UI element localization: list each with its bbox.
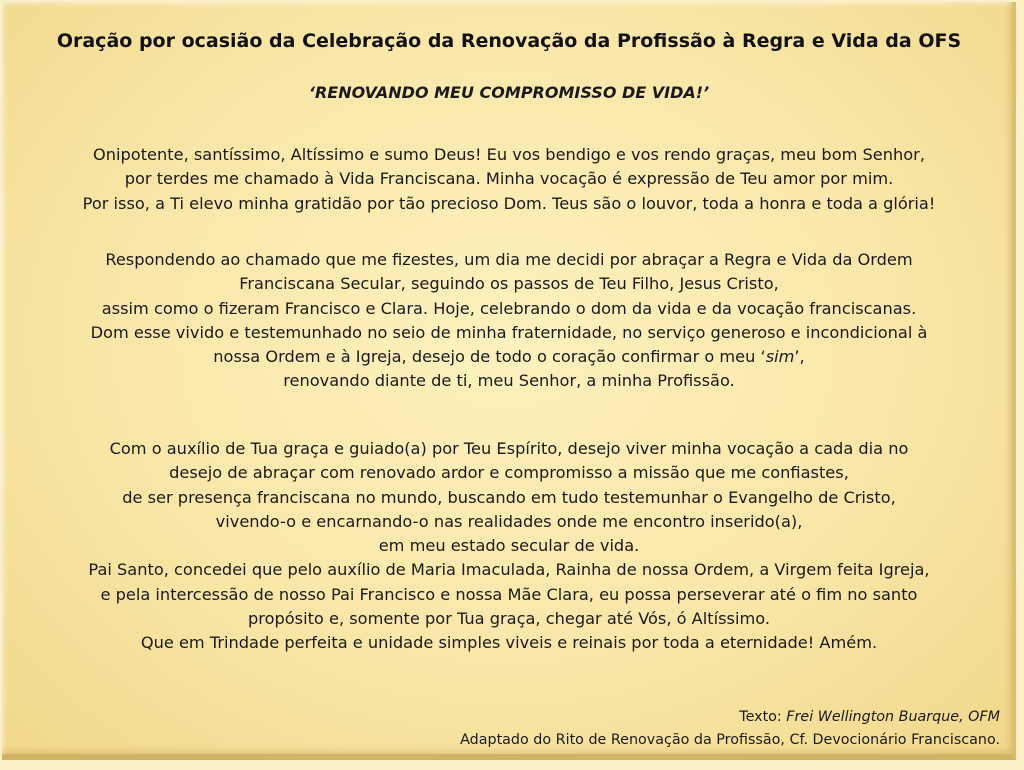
paragraph-line: desejo de abraçar com renovado ardor e compromisso a missão que me confiastes, xyxy=(169,463,849,483)
paragraph-1 xyxy=(2,143,1016,216)
paragraph-3 xyxy=(2,437,1016,656)
paragraph-line: assim como o fizeram Francisco e Clara. Hoje, celebrando o dom da vida e da vocação franciscanas. xyxy=(101,298,917,318)
adaptation-credit: Adaptado do Rito de Renovação da Profissão, Cf. Devocionário Franciscano. xyxy=(460,732,1000,748)
paragraph-line: Respondendo ao chamado que me fizestes, um dia me decidi por abraçar a Regra e Vida da Ordem xyxy=(105,250,913,269)
paragraph-line: Franciscana Secular, seguindo os passos de Teu Filho, Jesus Cristo, xyxy=(239,274,779,294)
paragraph-line: renovando diante de ti, meu Senhor, a minha Profissão. xyxy=(283,371,735,391)
page-title: Oração por ocasião da Celebração da Renovação da Profissão à Regra e Vida da OFS xyxy=(56,30,962,52)
paragraph-line-sim xyxy=(2,345,1016,369)
sim-line-prefix: nossa Ordem e à Igreja, desejo de todo o coração confirmar o meu ‘ xyxy=(213,347,766,367)
paragraph-line: em meu estado secular de vida. xyxy=(378,536,640,556)
paragraph-line: Por isso, a Ti elevo minha gratidão por tão precioso Dom. Teus são o louvor, toda a honra e toda a glória! xyxy=(82,193,936,213)
paragraph-line: vivendo-o e encarnando-o nas realidades onde me encontro inserido(a), xyxy=(215,511,803,531)
paragraph-line: Onipotente, santíssimo, Altíssimo e sumo Deus! Eu vos bendigo e vos rendo graças, meu bom Senhor, xyxy=(93,145,925,164)
paragraph-line: Com o auxílio de Tua graça e guiado(a) por Teu Espírito, desejo viver minha vocação a cada dia no xyxy=(109,439,909,458)
credits xyxy=(460,706,1000,752)
paragraph-line: Que em Trindade perfeita e unidade simples viveis e reinais por toda a eternidade! Amém. xyxy=(140,633,878,653)
paragraph-line: Dom esse vivido e testemunhado no seio de minha fraternidade, no serviço generoso e incondicional à xyxy=(90,322,928,342)
paragraph-2 xyxy=(2,248,1016,394)
prayer-card xyxy=(2,2,1016,760)
sim-word: sim xyxy=(765,347,795,367)
author-name: Frei Wellington Buarque, OFM xyxy=(786,709,1000,725)
paragraph-line: e pela intercessão de nosso Pai Francisco e nossa Mãe Clara, eu possa perseverar até o fim no santo xyxy=(100,584,918,604)
prayer-subtitle: ‘RENOVANDO MEU COMPROMISSO DE VIDA!’ xyxy=(308,83,710,102)
paragraph-line: propósito e, somente por Tua graça, chegar até Vós, ó Altíssimo. xyxy=(248,609,770,629)
paragraph-line: Pai Santo, concedei que pelo auxílio de Maria Imaculada, Rainha de nossa Ordem, a Virgem feita Igreja, xyxy=(88,560,930,580)
paragraph-line: de ser presença franciscana no mundo, buscando em tudo testemunhar o Evangelho de Cristo, xyxy=(122,487,896,507)
author-credit xyxy=(460,706,1000,729)
text-label: Texto: xyxy=(739,709,787,725)
paragraph-line: por terdes me chamado à Vida Franciscana. Minha vocação é expressão de Teu amor por mim. xyxy=(124,169,894,189)
sim-line-suffix: ’, xyxy=(794,347,805,367)
